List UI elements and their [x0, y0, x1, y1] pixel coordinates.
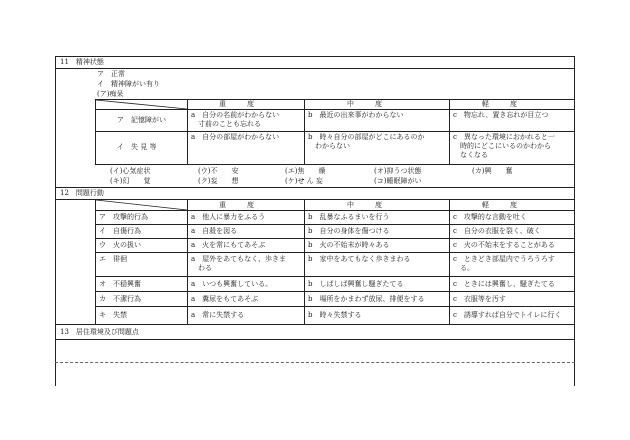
section13-title-divider	[55, 339, 575, 340]
section11-title-divider	[55, 68, 575, 69]
s12-row-aggression-moderate: b 乱暴なふるまいを行う	[308, 213, 390, 221]
s12-row2-bottom	[95, 238, 575, 239]
s12-col-left	[95, 199, 96, 324]
s12-row-fire-mild: c 火の不始末をすることがある	[453, 241, 555, 249]
s12-row-unclean-moderate: b 場所をかまわず放尿、排便をする	[308, 295, 425, 303]
s12-row3-bottom	[95, 252, 575, 253]
s11-col-moderate	[304, 99, 305, 165]
s11-row-memory-severe: a 自分の名前がわからない 寸前のことも忘れる	[191, 111, 280, 128]
section13-title: 13 居住環境及び問題点	[60, 328, 139, 336]
s12-header-diagonal	[96, 200, 187, 210]
s11-row-disorientation-severe: a 自分の部屋がわからない	[191, 133, 280, 141]
s11-header-mild: 軽 度	[482, 100, 517, 108]
s12-row-aggression-severe: a 他人に暴力をふるう	[191, 213, 266, 221]
s12-row-fire-severe: a 火を常にもてあそぶ	[191, 241, 266, 249]
s11-row1-bottom	[95, 131, 575, 132]
s12-header-mild: 軽 度	[482, 201, 517, 209]
s12-row-incontinence-severe: a 常に失禁する	[191, 311, 245, 319]
s11-row-disorientation-mild: c 異なった環境におかれると一 時的にどこにいるのかわから なくなる	[453, 133, 555, 159]
s12-row-incontinence-moderate: b 時々失禁する	[308, 311, 362, 319]
s11-header-bottom	[95, 109, 575, 110]
s12-row4-bottom	[95, 276, 575, 277]
s12-row-unclean-severe: a 糞尿をもてあそぶ	[191, 295, 259, 303]
s12-row-incontinence-label: キ 失禁	[99, 311, 127, 319]
s12-row-aggression-mild: c 攻撃的な言動を吐く	[453, 213, 527, 221]
s11-header-diagonal	[96, 100, 187, 109]
s11-table-bottom	[95, 164, 575, 165]
s12-row-restless-moderate: b しばしば興奮し騒ぎたてる	[308, 280, 404, 288]
s12-row-restless-severe: a いつも興奮している。	[191, 280, 273, 288]
s12-header-bottom	[95, 210, 575, 211]
s11-header-severe: 重 度	[219, 100, 254, 108]
frame-left-line	[55, 56, 56, 386]
s11-col-severe	[187, 99, 188, 165]
s12-col-severe	[187, 199, 188, 324]
section13-writing-line-1	[55, 362, 575, 363]
s12-header-moderate: 中 度	[347, 201, 382, 209]
s12-col-mild	[449, 199, 450, 324]
symptom-hypochondria: (イ)心気症状	[110, 167, 151, 175]
frame-top-line	[55, 56, 575, 57]
s12-row-selfharm-severe: a 自殺を図る	[191, 227, 238, 235]
s12-col-moderate	[304, 199, 305, 324]
s12-table-bottom	[55, 324, 575, 325]
frame-right-line	[574, 56, 575, 386]
s11-col-mild	[449, 99, 450, 165]
symptom-depression: (オ)抑うつ状態	[374, 167, 422, 175]
s12-row-wandering-severe: a 屋外をあてもなく、歩きま わる	[191, 255, 287, 272]
symptom-excitement: (カ)興 奮	[472, 167, 513, 175]
s12-row-wandering-moderate: b 家中をあてもなく歩きまわる	[308, 255, 411, 263]
s11-row-memory-moderate: b 最近の出来事がわからない	[308, 111, 404, 119]
section12-top-line	[55, 187, 575, 188]
symptom-delusion: (ク)妄 想	[198, 177, 239, 185]
s12-row-aggression-label: ア 攻撃的行為	[99, 213, 148, 221]
s12-header-severe: 重 度	[219, 201, 254, 209]
s12-row-selfharm-mild: c 自分の衣服を裂く、破く	[453, 227, 541, 235]
mental-option-normal: ア 正常	[97, 70, 125, 78]
s12-row5-bottom	[95, 291, 575, 292]
s12-row1-bottom	[95, 224, 575, 225]
s12-row-restless-mild: c ときには興奮し、騒ぎたてる	[453, 280, 555, 288]
s12-row6-bottom	[95, 306, 575, 307]
s12-row-unclean-mild: c 衣服等を汚す	[453, 295, 506, 303]
s12-row-unclean-label: カ 不潔行為	[99, 295, 141, 303]
s12-row-wandering-label: エ 徘徊	[99, 255, 127, 263]
s12-row-incontinence-mild: c 誘導すれば自分でトイレに行く	[453, 311, 562, 319]
s11-header-moderate: 中 度	[347, 100, 382, 108]
s11-row-disorientation-label: イ 失 見 等	[117, 143, 157, 151]
symptom-sleep-disorder: (コ)睡眠障がい	[374, 177, 422, 185]
s12-row-fire-moderate: b 火の不始末が時々ある	[308, 241, 390, 249]
s11-row-disorientation-moderate: b 時々自分の部屋がどこにあるのか わからない	[308, 133, 425, 150]
symptom-agitation: (エ)焦 燥	[285, 167, 326, 175]
s11-row-memory-mild: c 物忘れ、置き忘れが目立つ	[453, 111, 549, 119]
section11-title: 11 精神状態	[60, 58, 104, 66]
s12-row-restless-label: オ 不穏興奮	[99, 280, 141, 288]
s12-row-selfharm-label: イ 自傷行為	[99, 227, 141, 235]
symptom-delirium: (ケ)せ ん 妄	[285, 177, 323, 185]
s11-row-memory-label: ア 記憶障がい	[117, 116, 166, 124]
s12-row-wandering-mild: c ときどき部屋内でうろうろす る。	[453, 255, 555, 272]
mental-option-dementia: (ア)痴呆	[97, 90, 124, 98]
symptom-hallucination: (キ)幻 覚	[110, 177, 151, 185]
mental-option-disorder: イ 精神障がい有り	[97, 80, 160, 88]
s12-row-selfharm-moderate: b 自分の身体を傷つける	[308, 227, 390, 235]
s12-row-fire-label: ウ 火の扱い	[99, 241, 141, 249]
symptom-anxiety: (ウ)不 安	[198, 167, 239, 175]
section12-title: 12 問題行動	[60, 189, 104, 197]
